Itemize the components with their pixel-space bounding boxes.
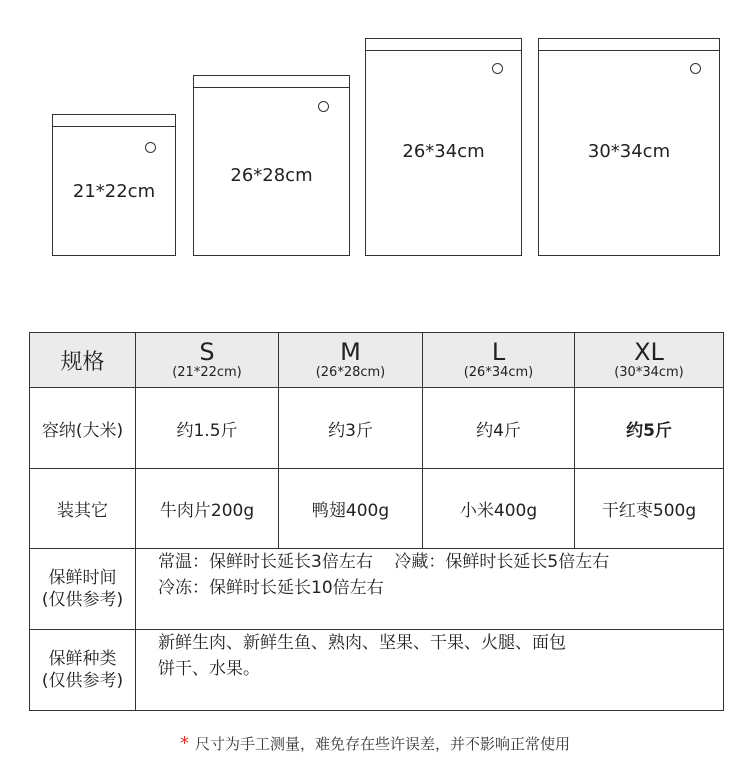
capacity-xl: 约5斤 [626,420,672,441]
bag-xl-illustration [538,38,720,256]
size-name: M [340,338,361,366]
fresh-time-label-line2: (仅供参考) [41,590,124,610]
header-size-s [136,333,278,388]
other-xl: 干红枣500g [601,501,697,521]
note-text: 尺寸为手工测量，难免存在些许误差，并不影响正常使用 [194,735,570,753]
fresh-time-line2: 冷冻：保鲜时长延长10倍左右 [158,578,384,598]
hang-hole-icon [318,101,329,112]
size-dims: (26*28cm) [315,365,386,380]
bag-l-illustration [365,38,522,256]
header-label-text: 规格 [60,350,105,375]
fresh-kind-label-line1: 保鲜种类 [48,649,117,669]
bag-s-illustration [52,114,176,256]
header-size-l [423,333,574,388]
size-dims: (30*34cm) [614,365,684,380]
header-size-m [279,333,422,388]
fresh-kind-line2: 饼干、水果。 [158,659,260,679]
bag-m-illustration [193,75,350,256]
other-m: 鸭翅400g [311,501,390,521]
size-name: XL [634,338,664,366]
bag-size-label: 26*28cm [230,165,313,186]
fresh-kind-line1: 新鲜生肉、新鲜生鱼、熟肉、坚果、干果、火腿、面包 [158,633,566,653]
header-size-xl [575,333,723,388]
hang-hole-icon [690,63,701,74]
fresh-kind-label [30,630,135,710]
capacity-s: 约1.5斤 [176,420,238,441]
other-l: 小米400g [459,501,538,521]
bag-seal-strip [194,76,349,88]
fresh-time-line1: 常温：保鲜时长延长3倍左右 冷藏：保鲜时长延长5倍左右 [158,552,610,572]
bag-size-label: 30*34cm [587,141,671,162]
bag-seal-strip [53,115,175,127]
fresh-time-label-line1: 保鲜时间 [48,568,117,588]
size-dims: (21*22cm) [172,365,242,380]
fresh-kind-content [136,630,723,710]
capacity-l: 约4斤 [476,420,521,441]
bag-seal-strip [539,39,719,51]
size-name: S [199,338,215,366]
capacity-m: 约3斤 [328,420,373,441]
bag-size-label: 21*22cm [72,181,156,202]
bag-size-label: 26*34cm [402,141,485,162]
other-s: 牛肉片200g [159,501,255,521]
hang-hole-icon [492,63,503,74]
measurement-note [0,733,750,754]
fresh-kind-label-line2: (仅供参考) [41,671,124,691]
hang-hole-icon [145,142,156,153]
bag-seal-strip [366,39,521,51]
other-label: 装其它 [57,501,108,521]
size-name: L [491,338,506,366]
fresh-time-content [136,549,723,629]
capacity-label: 容纳(大米) [41,420,124,441]
size-dims: (26*34cm) [463,365,534,380]
asterisk-icon: * [179,733,189,754]
header-spec-label [30,333,135,388]
spec-table [29,332,724,711]
fresh-time-label [30,549,135,629]
